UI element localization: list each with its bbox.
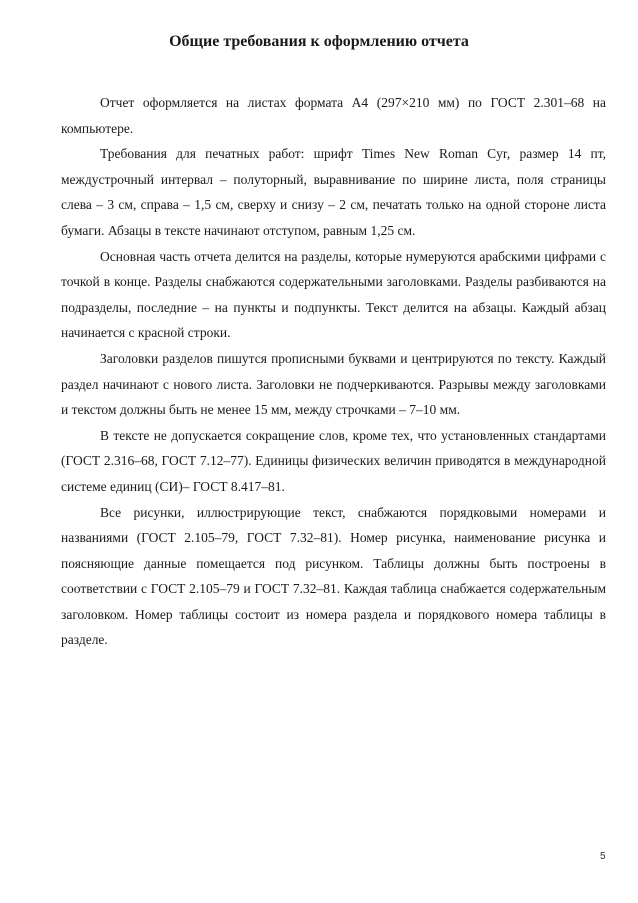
page-number: 5 bbox=[600, 851, 606, 862]
paragraph-print-requirements: Требования для печатных работ: шрифт Times New Roman Cyr, размер 14 пт, междустрочный интервал – полуторный, выравнивание по ширине листа, поля страницы слева – 3 см, справа – 1,5 см, сверху и снизу – 2 см, печатать только на одной стороне листа бумаги. Абзацы в тексте начинают отступом, равным 1,25 см. bbox=[61, 146, 606, 238]
paragraph-headings: Заголовки разделов пишутся прописными буквами и центрируются по тексту. Каждый раздел начинают с нового листа. Заголовки не подчеркиваются. Разрывы между заголовками и текстом должны быть не менее 15 мм, между строчками – 7–10 мм. bbox=[61, 350, 606, 418]
paragraph-main-sections: Основная часть отчета делится на разделы, которые нумеруются арабскими цифрами с точкой в конце. Разделы снабжаются содержательными заголовками. Разделы разбиваются на подразделы, последние – на пункты и подпункты. Текст делится на абзацы. Каждый абзац начинается с красной строки. bbox=[61, 248, 606, 341]
paragraph-format: Отчет оформляется на листах формата А4 (297×210 мм) по ГОСТ 2.301–68 на компьютере. bbox=[61, 95, 606, 136]
page-title: Общие требования к оформлению отчета bbox=[169, 33, 469, 50]
paragraph-abbreviations: В тексте не допускается сокращение слов, кроме тех, что установленных стандартами (ГОСТ 2.316–68, ГОСТ 7.12–77). Единицы физических величин приводятся в международной системе единиц (СИ)– ГОСТ 8.417–81. bbox=[61, 427, 606, 494]
body-text bbox=[61, 90, 606, 653]
paragraph-figures-tables: Все рисунки, иллюстрирующие текст, снабжаются порядковыми номерами и названиями (ГОСТ 2.105–79, ГОСТ 7.32–81). Номер рисунка, наименование рисунка и поясняющие данные помещается под рисунком. Таблицы должны быть построены в соответствии с ГОСТ 2.105–79 и ГОСТ 7.32–81. Каждая таблица снабжается содержательным заголовком. Номер таблицы состоит из номера раздела и порядкового номера таблицы в разделе. bbox=[61, 504, 606, 648]
